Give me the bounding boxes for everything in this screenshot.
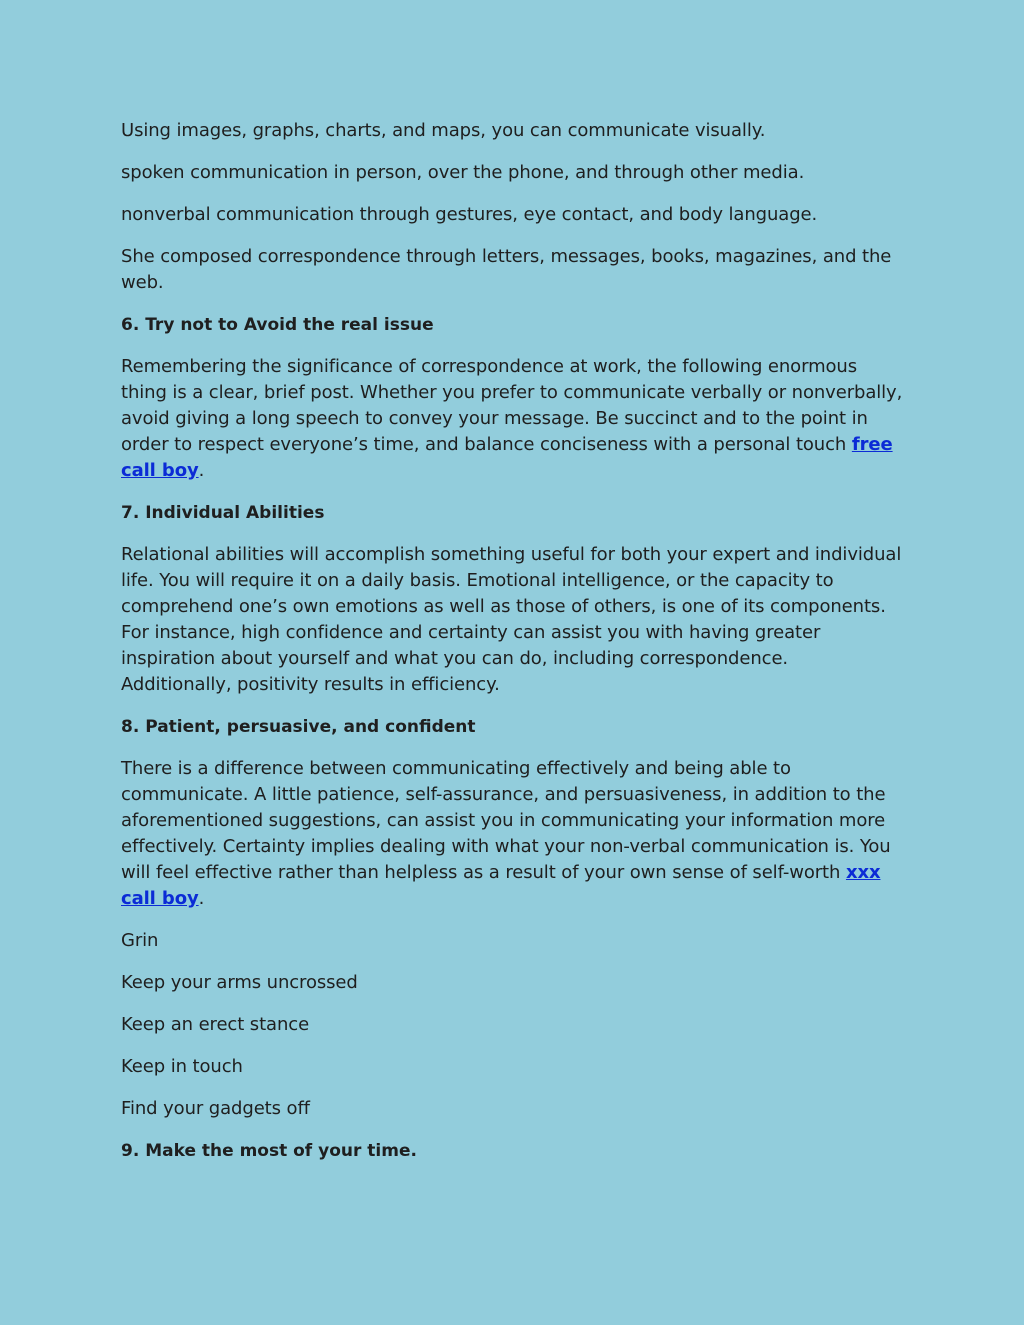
heading-section-6: 6. Try not to Avoid the real issue	[121, 315, 434, 335]
paragraph-section-8	[121, 756, 903, 912]
free-call-boy-link[interactable]: free call boy	[121, 434, 893, 481]
paragraph-nonverbal-communication: nonverbal communication through gestures, eye contact, and body language.	[121, 204, 818, 225]
paragraph-visual-communication: Using images, graphs, charts, and maps, you can communicate visually.	[121, 120, 766, 141]
paragraph-section-6-text: Remembering the significance of correspondence at work, the following enormous thing is a clear, brief post. Whether you prefer to communicate verbally or nonverbally, avoid giving a long speech to convey your message. Be succinct and to the point in order to respect everyone’s time, and balance conciseness with a personal touch	[121, 356, 903, 455]
paragraph-section-7: Relational abilities will accomplish something useful for both your expert and individual life. You will require it on a daily basis. Emotional intelligence, or the capacity to comprehend one’s own emotions as well as those of others, is one of its components. For instance, high confidence and certainty can assist you with having greater inspiration about yourself and what you can do, including correspondence. Additionally, positivity results in efficiency.	[121, 544, 902, 695]
list-item: Grin	[121, 930, 159, 951]
paragraph-spoken-communication: spoken communication in person, over the phone, and through other media.	[121, 162, 805, 183]
list-item: Find your gadgets off	[121, 1098, 310, 1119]
paragraph-section-8-text: There is a difference between communicating effectively and being able to communicate. A little patience, self-assurance, and persuasiveness, in addition to the aforementioned suggestions, can assist you in communicating your information more effectively. Certainty implies dealing with what your non-verbal communication is. You will feel effective rather than helpless as a result of your own sense of self-worth	[121, 758, 891, 883]
list-item: Keep in touch	[121, 1056, 243, 1077]
period: .	[198, 888, 205, 909]
paragraph-section-6	[121, 354, 903, 484]
heading-section-9: 9. Make the most of your time.	[121, 1141, 417, 1161]
heading-section-8: 8. Patient, persuasive, and confident	[121, 717, 476, 737]
heading-section-7: 7. Individual Abilities	[121, 503, 325, 523]
period: .	[198, 460, 205, 481]
paragraph-written-correspondence: She composed correspondence through letters, messages, books, magazines, and the web.	[121, 246, 892, 293]
list-item: Keep an erect stance	[121, 1014, 310, 1035]
xxx-call-boy-link[interactable]: xxx call boy	[121, 862, 881, 909]
list-item: Keep your arms uncrossed	[121, 972, 358, 993]
